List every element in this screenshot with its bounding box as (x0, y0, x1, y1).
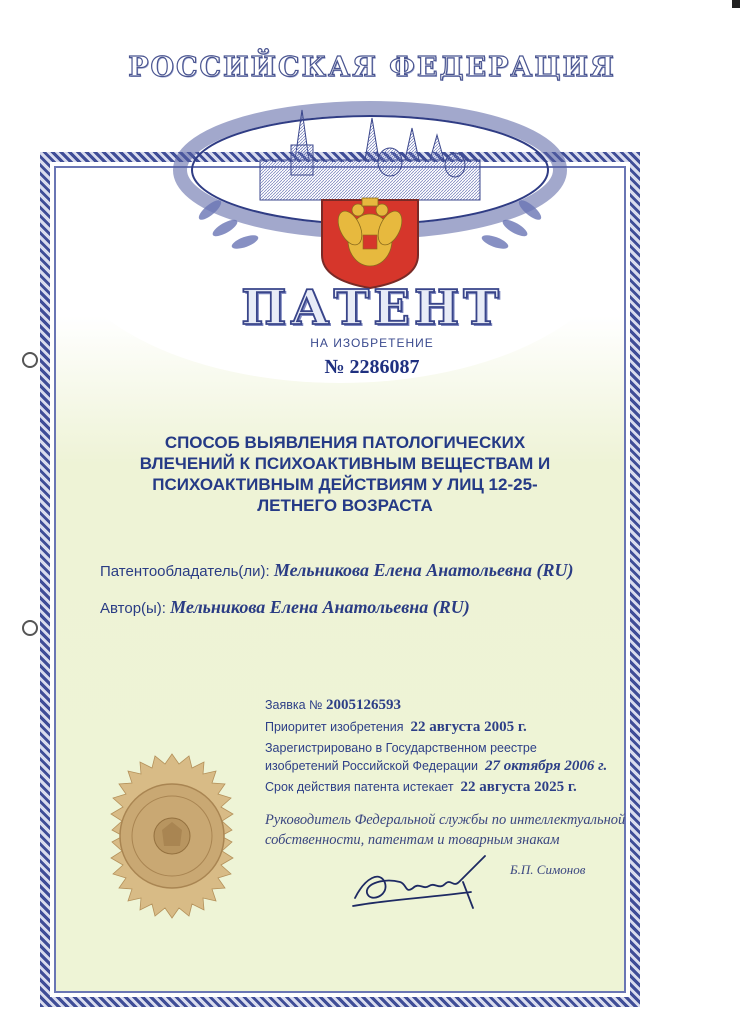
priority-label: Приоритет изобретения (265, 720, 404, 734)
application-number: 2005126593 (325, 697, 401, 713)
patent-author (100, 597, 470, 618)
registered-date: 27 октября 2006 г. (484, 758, 608, 774)
patent-number: № 2286087 (324, 356, 420, 378)
priority-date: 22 августа 2005 г. (410, 719, 527, 735)
application-label: Заявка № (265, 698, 323, 712)
patent-holder (100, 560, 574, 581)
document-kind: НА ИЗОБРЕТЕНИЕ (310, 336, 434, 350)
registered-line-2 (265, 758, 607, 775)
official-position-line: Руководитель Федеральной службы по интеллектуальной (265, 812, 626, 828)
expiry-label: Срок действия патента истекает (265, 780, 454, 794)
patent-author-label: Автор(ы): (100, 600, 166, 617)
scan-corner-mark (732, 0, 740, 8)
application-line (265, 697, 401, 714)
expiry-line (265, 779, 577, 796)
state-emblem-icon (150, 90, 590, 290)
binder-hole-bottom (22, 620, 38, 636)
country-name: РОССИЙСКАЯ ФЕДЕРАЦИЯ (128, 52, 616, 83)
seal-icon (88, 752, 256, 920)
priority-line (265, 719, 527, 736)
invention-title-line: ПСИХОАКТИВНЫМ ДЕЙСТВИЯМ У ЛИЦ 12-25- (152, 475, 538, 494)
invention-title-line: ВЛЕЧЕНИЙ К ПСИХОАКТИВНЫМ ВЕЩЕСТВАМ И (139, 454, 551, 473)
registered-line-1: Зарегистрировано в Государственном реестре (265, 741, 537, 755)
expiry-date: 22 августа 2025 г. (460, 779, 577, 795)
registered-label: изобретений Российской Федерации (265, 759, 478, 773)
official-position-line: собственности, патентам и товарным знакам (265, 832, 560, 848)
patent-author-value: Мельникова Елена Анатольевна (RU) (170, 597, 470, 617)
invention-title-line: ЛЕТНЕГО ВОЗРАСТА (257, 496, 433, 515)
patent-holder-value: Мельникова Елена Анатольевна (RU) (273, 560, 574, 580)
official-position (265, 810, 635, 850)
document-title: ПАТЕНТ (241, 280, 503, 336)
patent-holder-label: Патентообладатель(ли): (100, 563, 270, 580)
invention-title-line: СПОСОБ ВЫЯВЛЕНИЯ ПАТОЛОГИЧЕСКИХ (164, 433, 526, 452)
signature-icon (345, 848, 495, 918)
invention-title (110, 432, 580, 516)
official-name: Б.П. Симонов (510, 862, 586, 877)
